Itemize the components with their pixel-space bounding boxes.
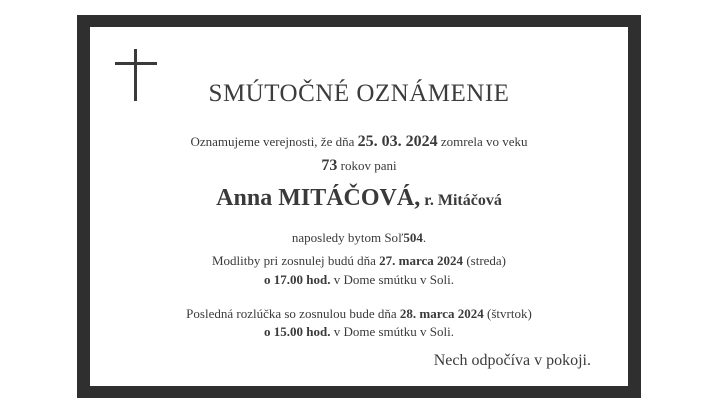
obituary-card: [77, 15, 641, 398]
farewell-date: 28. marca 2024: [399, 306, 484, 321]
prayers-line: [90, 253, 628, 269]
announcement-suffix: zomrela vo veku: [440, 134, 528, 149]
residence-prefix: naposledy bytom: [291, 230, 382, 245]
residence-line: [90, 230, 628, 246]
obituary-content: [90, 27, 628, 386]
residence-end: .: [422, 230, 427, 245]
farewell-time: o 15.00 hod.: [264, 324, 331, 339]
residence-number: 504: [403, 230, 423, 245]
age-line: [90, 157, 628, 175]
age-text: rokov pani: [340, 158, 397, 173]
farewell-time-line: [90, 324, 628, 340]
prayers-prefix: Modlitby pri zosnulej budú dňa: [211, 253, 376, 268]
prayers-place: v Dome smútku v Soli.: [333, 272, 454, 287]
age-value: 73: [321, 157, 338, 174]
closing-phrase: Nech odpočíva v pokoji.: [433, 352, 591, 369]
residence-place: Soľ: [384, 230, 404, 245]
farewell-place: v Dome smútku v Soli.: [333, 324, 454, 339]
maiden-name: Mitáčová: [437, 192, 502, 209]
prayers-time: o 17.00 hod.: [264, 272, 331, 287]
prayers-date: 27. marca 2024: [379, 253, 464, 268]
farewell-day: (štvrtok): [487, 306, 532, 321]
prayers-day: (streda): [466, 253, 507, 268]
death-date: 25. 03. 2024: [357, 133, 438, 150]
obituary-title: SMÚTOČNÉ OZNÁMENIE: [208, 80, 510, 107]
farewell-prefix: Posledná rozlúčka so zosnulou bude dňa: [186, 306, 397, 321]
deceased-name-line: [90, 185, 628, 212]
prayers-time-line: [90, 272, 628, 288]
announcement-prefix: Oznamujeme verejnosti, že dňa: [190, 134, 355, 149]
cross-horizontal-bar: [115, 62, 157, 65]
deceased-name: Anna MITÁČOVÁ,: [216, 185, 421, 211]
announcement-line: [90, 133, 628, 151]
maiden-prefix: r.: [424, 192, 434, 209]
farewell-line: [90, 306, 628, 322]
